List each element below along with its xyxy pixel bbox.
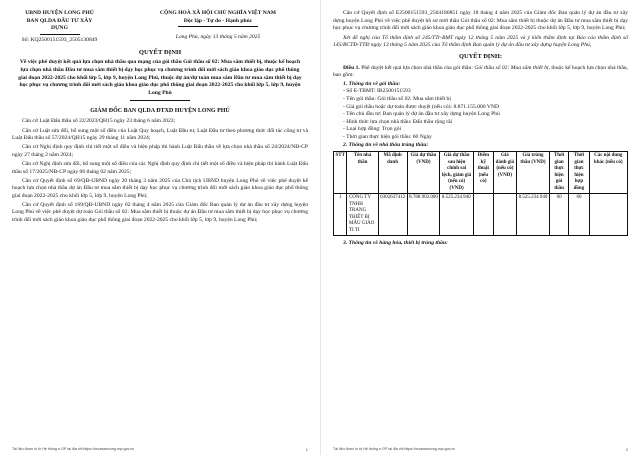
section-heading-goods-info: 3. Thông tin về hàng hóa, thiết bị trúng thầu: — [343, 240, 448, 247]
col-header: STT — [334, 152, 347, 194]
col-header: Giá dự thầu (VND) — [407, 152, 440, 194]
cell-evaluated-price — [493, 194, 516, 236]
cell-other — [589, 194, 627, 236]
legal-basis-paragraph: Căn cứ Quyết định số 69/QĐ-UBND ngày 20 tháng 3 năm 2025 của Chủ tịch UBND huyện Long Phú về việc phê duyệt kế hoạch lựa chọn nhà thầu dự án Đầu tư mua sắm thiết bị dạy học phục vụ chương trình đổi mới sách giáo khoa giáo dục phổ thông giai đoạn 2022-2025 cho khối lớp 5, lớp 9, huyện Long Phú; — [12, 177, 308, 199]
legal-basis-paragraph: Căn cứ Quyết định số E2500151593_2504180851 ngày 18 tháng 4 năm 2025 của Giám đốc Ban quản lý dự án đầu tư xây dựng huyện Long Phú về việc phê duyệt hồ sơ mời thầu Gói thầu số 02: Mua sắm thiết bị thuộc dự án Đầu tư mua sắm thiết bị dạy học phục vụ chương trình đổi mới sách giáo khoa giáo dục phổ thông giai đoạn 2022-2025 cho khối lớp 5, lớp 9, huyện Long Phú; — [333, 10, 628, 32]
issuing-agency — [12, 10, 107, 44]
legal-basis-paragraph: Căn cứ Nghị định quy định chi tiết một số điều và biện pháp thi hành Luật Đấu thầu về lựa chọn nhà thầu số 24/2024/NĐ-CP ngày 27 tháng 2 năm 2024; — [12, 144, 308, 158]
agency-line-2: BAN QLDA ĐẦU TƯ XÂY — [26, 17, 93, 24]
col-header: Giá dự thầu sau hiệu chỉnh sai lệch, giảm giá (nếu có) (VND) — [440, 152, 474, 194]
decision-heading: QUYẾT ĐỊNH: — [458, 52, 503, 60]
table-row — [334, 194, 628, 236]
cell-bid-price: 8.788.902.000 — [407, 194, 440, 236]
cell-contractor-name: CÔNG TY TNHH TRANG THIẾT BỊ MẪU GIÁO TI TI — [347, 194, 378, 236]
cell-contract-duration: 60 — [569, 194, 589, 236]
cell-winning-price: 8.525.234.940 — [517, 194, 550, 236]
col-header: Thời gian thực hiện hợp đồng — [569, 152, 589, 194]
article-1-label: Điều 1. — [343, 64, 360, 71]
page-footer — [333, 447, 628, 452]
national-heading — [128, 10, 308, 44]
page-number: 1 — [305, 447, 308, 452]
info-line: - Số E-TBMT: IB2500151593 — [343, 88, 411, 95]
col-header: Thời gian thực hiện gói thầu — [549, 152, 568, 194]
winning-bidder-table — [333, 151, 628, 236]
col-header: Mã định danh — [378, 152, 407, 194]
col-header: Điểm kỹ thuật (nếu có) — [473, 152, 493, 194]
legal-basis-paragraph: Căn cứ Nghị định sửa đổi, bổ sung một số điều của các Nghị định quy định chi tiết một số điều và biện pháp thi hành Luật Đấu thầu số 17/2025/NĐ-CP ngày 06 tháng 02 năm 2025; — [12, 160, 308, 175]
legal-basis-paragraph: Căn cứ Luật Đấu thầu số 22/2023/QH15 ngày 23 tháng 6 năm 2023; — [22, 118, 176, 125]
info-line: - Hình thức lựa chọn nhà thầu: Đấu thầu rộng rãi — [343, 118, 453, 125]
col-header: Giá đánh giá (nếu có) (VND) — [493, 152, 516, 194]
document-page-2 — [320, 0, 640, 455]
agency-line-1: UBND HUYỆN LONG PHÚ — [25, 10, 94, 16]
info-line: - Giá gói thầu hoặc dự toán được duyệt (nếu có): 8.871.155.000 VND — [343, 103, 500, 110]
article-1 — [333, 65, 628, 80]
info-line: - Tên chủ đầu tư: Ban quản lý dự án đầu tư xây dựng huyện Long Phú — [343, 111, 500, 118]
issuing-authority: GIÁM ĐỐC BAN QLDA ĐTXD HUYỆN LONG PHÚ — [90, 108, 230, 115]
article-1-text: Phê duyệt kết quả lựa chọn nhà thầu của gói thầu: — [361, 64, 475, 71]
motto-underline — [178, 26, 258, 27]
subject-underline — [130, 100, 190, 101]
col-header: Các nội dung khác (nếu có) — [589, 152, 627, 194]
national-motto: Độc lập - Tự do - Hạnh phúc — [183, 17, 253, 24]
col-header: Giá trúng thầu (VND) — [517, 152, 550, 194]
agency-line-3: DỰNG — [51, 25, 68, 32]
legal-basis-paragraph: Căn cứ Quyết định số 169/QĐ-UBND ngày 02 tháng 4 năm 2025 của Giám đốc Ban quản lý dự án đầu tư xây dựng huyện Long Phú về việc phê duyệt dự toán Gói thầu số 02: Mua sắm thiết bị thuộc dự án Đầu tư mua sắm thiết bị dạy học phục vụ chương trình đổi mới sách giáo khoa giáo dục phổ thông giai đoạn 2022-2025 cho khối lớp 5, lớp 9, huyện Long Phú; — [12, 201, 308, 224]
document-number: Số: KQ2500151593_2505130849 — [21, 36, 98, 43]
section-heading-package-info: 1. Thông tin về gói thầu: — [343, 80, 401, 87]
page-footer — [12, 447, 308, 452]
document-type: QUYẾT ĐỊNH — [138, 49, 182, 57]
cell-package-duration: 60 — [549, 194, 568, 236]
article-1-package: Gói thầu số 02: Mua sắm thiết bị — [474, 64, 549, 71]
document-header — [12, 10, 308, 44]
legal-basis-paragraph: Căn cứ Luật sửa đổi, bổ sung một số điều của Luật Quy hoạch, Luật Đầu tư, Luật Đầu tư theo phương thức đối tác công tư và Luật Đấu thầu số 57/2024/QH15 ngày 29 tháng 11 năm 2024; — [12, 127, 308, 142]
decision-subject: Về việc phê duyệt kết quả lựa chọn nhà thầu qua mạng của gói thầu Gói thầu số 02: Mua sắm thiết bị, thuộc kế hoạch lựa chọn nhà thầu Đầu tư mua sắm thiết bị dạy học phục vụ chương trình đổi mới sách giáo khoa giáo dục phổ thông giai đoạn 2022-2025 cho khối lớp 5, lớp 9, huyện Long Phú, thuộc dự án/dự toán mua sắm Đầu tư mua sắm thiết bị dạy học phục vụ chương trình đổi mới sách giáo khoa giáo dục phổ thông giai đoạn 2022-2025 cho khối lớp 5, lớp 9, huyện Long Phú — [18, 59, 302, 96]
table-header-row — [334, 152, 628, 194]
agency-underline — [40, 34, 80, 35]
cell-adjusted-price: 8.525.234.940 — [440, 194, 474, 236]
place-date: Long Phú, ngày 13 tháng 5 năm 2025 — [175, 34, 261, 41]
article-1-tail: , thuộc kế hoạch lựa chọn nhà thầu, bao gồm: — [333, 64, 628, 79]
review-paragraph: Xét đề nghị của Tổ thẩm định số 245/TTr-BMT ngày 12 tháng 5 năm 2025 và ý kiến thẩm định tại Báo cáo thẩm định số 145/BCTĐ-TTĐ ngày 13 tháng 5 năm 2025 của Tổ thẩm định Ban quản lý dự án đầu tư xây dựng huyện Long Phú, — [333, 34, 628, 49]
col-header: Tên nhà thầu — [347, 152, 378, 194]
info-line: - Loại hợp đồng: Trọn gói — [343, 126, 402, 133]
footer-source-text: Tài liệu được in từ Hệ thống e-GP tại địa chỉ https://muasamcong.mpi.gov.vn — [12, 447, 134, 451]
republic-title: CỘNG HOÀ XÃ HỘI CHỦ NGHĨA VIỆT NAM — [159, 10, 277, 16]
footer-source-text: Tài liệu được in từ Hệ thống e-GP tại địa chỉ https://muasamcong.mpi.gov.vn — [333, 447, 455, 451]
info-line: - Tên gói thầu: Gói thầu số 02: Mua sắm thiết bị — [343, 96, 451, 103]
cell-technical-score — [473, 194, 493, 236]
cell-identifier: 0302637412 — [378, 194, 407, 236]
section-heading-winner-info: 2. Thông tin về nhà thầu trúng thầu: — [343, 141, 429, 148]
page-number: 2 — [625, 447, 628, 452]
info-line: - Thời gian thực hiện gói thầu: 60 Ngày — [343, 134, 432, 141]
cell-index: 1 — [334, 194, 347, 236]
